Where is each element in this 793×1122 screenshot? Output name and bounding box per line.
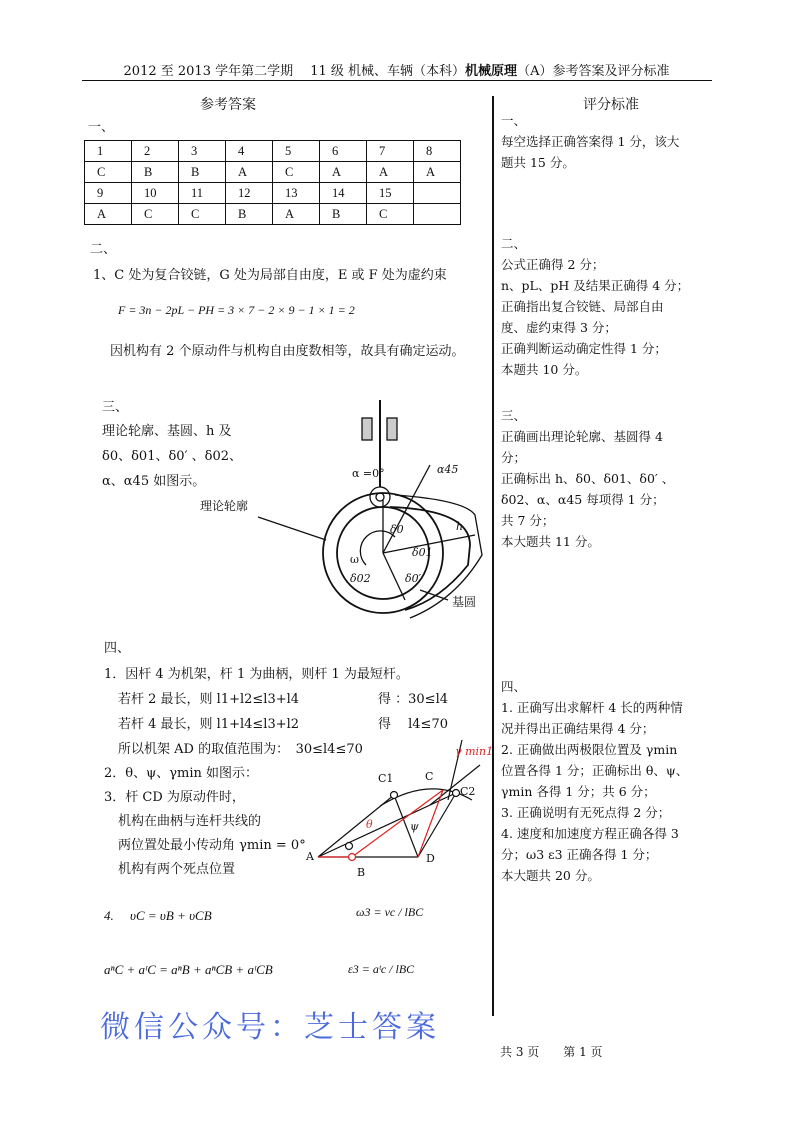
s4-l2a: 若杆 2 最长，则 l1+l2≤l3+l4 bbox=[118, 692, 300, 707]
fig-d02: δ02 bbox=[350, 572, 371, 585]
fig-C2: C2 bbox=[460, 785, 476, 798]
criteria-line: 分； bbox=[501, 450, 527, 465]
table-cell: 6 bbox=[320, 141, 367, 162]
criteria-line: 每空选择正确答案得 1 分，该大 bbox=[501, 134, 680, 149]
table-cell: C bbox=[85, 162, 132, 183]
table-cell: 4 bbox=[226, 141, 273, 162]
s3-heading: 三、 bbox=[102, 400, 129, 415]
page-footer: 共 3 页 第 1 页 bbox=[500, 1045, 603, 1059]
fig-theta: θ bbox=[366, 818, 373, 831]
fig-C1: C1 bbox=[378, 772, 394, 785]
fig-B: B bbox=[357, 866, 366, 879]
table-cell: 8 bbox=[414, 141, 461, 162]
criteria-line: 共 7 分； bbox=[501, 513, 555, 528]
fig-base-label: 基圆 bbox=[452, 595, 477, 609]
answers-title: 参考答案 bbox=[200, 97, 256, 113]
eq-acceleration: aⁿC + aᵗC = aⁿB + aⁿCB + aᵗCB bbox=[104, 962, 273, 977]
table-cell: 12 bbox=[226, 183, 273, 204]
table-cell: 7 bbox=[367, 141, 414, 162]
s3-line1: 理论轮廓、基圆、h 及 bbox=[102, 424, 232, 439]
table-cell: 3 bbox=[179, 141, 226, 162]
criteria-line: 本大题共 11 分。 bbox=[501, 534, 600, 549]
header-suffix: （A）参考答案及评分标准 bbox=[517, 64, 670, 79]
criteria-line: 分；ω3 ε3 正确各得 1 分； bbox=[501, 847, 658, 862]
table-cell: C bbox=[132, 204, 179, 225]
s4-l9: 机构有两个死点位置 bbox=[118, 862, 236, 877]
fig-alpha0: α =0° bbox=[352, 467, 385, 480]
s3-line3: α、α45 如图示。 bbox=[102, 474, 206, 489]
fig-psi: ψ bbox=[410, 820, 419, 833]
fig-omega: ω bbox=[350, 553, 359, 566]
criteria-line: 位置各得 1 分；正确标出 θ、ψ、 bbox=[501, 763, 689, 778]
s2-line1: 1、C 处为复合铰链，G 处为局部自由度，E 或 F 处为虚约束 bbox=[93, 268, 447, 283]
criteria-line: 度、虚约束得 3 分； bbox=[501, 320, 617, 335]
fig-h: h bbox=[456, 520, 464, 533]
criteria-line: 二、 bbox=[501, 236, 527, 251]
eq-epsilon3: ε3 = aᵗc / lBC bbox=[348, 962, 415, 976]
s4-l5: 2．θ、ψ、γmin 如图示： bbox=[104, 766, 259, 781]
table-cell: A bbox=[85, 204, 132, 225]
cam-diagram bbox=[258, 400, 482, 618]
eq-omega3: ω3 = vc / lBC bbox=[356, 905, 424, 919]
table-cell: 9 bbox=[85, 183, 132, 204]
criteria-line: 4. 速度和加速度方程正确各得 3 bbox=[501, 826, 679, 841]
fig-d0: δ0 bbox=[390, 523, 404, 536]
table-cell: B bbox=[132, 162, 179, 183]
table-cell: B bbox=[226, 204, 273, 225]
criteria-line: 题共 15 分。 bbox=[501, 155, 575, 170]
criteria-line: 一、 bbox=[501, 113, 527, 128]
fig-A: A bbox=[306, 850, 314, 863]
fig-d01: δ01 bbox=[412, 546, 433, 559]
table-cell: C bbox=[179, 204, 226, 225]
table-cell: A bbox=[273, 204, 320, 225]
s2-heading: 二、 bbox=[90, 242, 117, 257]
header-text: 2012 至 2013 学年第二学期 11 级 机械、车辆（本科） bbox=[123, 64, 466, 79]
table-cell: C bbox=[367, 204, 414, 225]
table-cell: B bbox=[179, 162, 226, 183]
s4-l3a: 若杆 4 最长，则 l1+l4≤l3+l2 bbox=[118, 717, 300, 732]
eq-velocity: 4. υC = υB + υCB bbox=[104, 908, 212, 923]
table-cell: 15 bbox=[367, 183, 414, 204]
s2-line2: 因机构有 2 个原动件与机构自由度数相等，故具有确定运动。 bbox=[110, 344, 465, 359]
criteria-s2 bbox=[501, 233, 689, 380]
fig-C: C bbox=[425, 770, 434, 783]
table-cell: 10 bbox=[132, 183, 179, 204]
s4-l1: 1．因杆 4 为机架，杆 1 为曲柄，则杆 1 为最短杆。 bbox=[104, 667, 409, 682]
criteria-s4 bbox=[501, 676, 688, 886]
s4-l8: 两位置处最小传动角 γmin = 0° bbox=[118, 838, 306, 853]
criteria-line: 本题共 10 分。 bbox=[501, 362, 588, 377]
criteria-line: 公式正确得 2 分； bbox=[501, 257, 605, 272]
fig-profile-label: 理论轮廓 bbox=[200, 499, 249, 513]
s2-formula: F = 3n − 2pL − PH = 3 × 7 − 2 × 9 − 1 × 1 = 2 bbox=[118, 303, 355, 317]
criteria-title: 评分标准 bbox=[583, 97, 639, 113]
criteria-line: 正确指出复合铰链、局部自由 bbox=[501, 299, 664, 314]
s4-l3b: 得 l4≤70 bbox=[378, 717, 448, 732]
criteria-line: 况并得出正确结果得 4 分； bbox=[501, 721, 655, 736]
s3-line2: δ0、δ01、δ0′ 、δ02、 bbox=[102, 449, 243, 464]
table-cell: 2 bbox=[132, 141, 179, 162]
criteria-line: 正确画出理论轮廓、基圆得 4 bbox=[501, 429, 663, 444]
fig-alpha45: α45 bbox=[437, 463, 459, 476]
criteria-line: 本大题共 20 分。 bbox=[501, 868, 600, 883]
linkage-diagram bbox=[318, 740, 480, 861]
watermark: 微信公众号：芝士答案 bbox=[100, 1010, 440, 1045]
criteria-line: 1. 正确写出求解杆 4 长的两种情 bbox=[501, 700, 683, 715]
table-cell: C bbox=[273, 162, 320, 183]
criteria-line: 正确判断运动确定性得 1 分； bbox=[501, 341, 667, 356]
criteria-line: 三、 bbox=[501, 408, 527, 423]
table-cell: A bbox=[414, 162, 461, 183]
table-cell: 13 bbox=[273, 183, 320, 204]
fig-D: D bbox=[426, 852, 435, 865]
s4-heading: 四、 bbox=[104, 641, 131, 656]
fig-d0p: δ0′ bbox=[405, 572, 422, 585]
table-cell: B bbox=[320, 204, 367, 225]
s1-heading: 一、 bbox=[88, 120, 115, 135]
table-cell: A bbox=[367, 162, 414, 183]
s4-l2b: 得 ：30≤l4 bbox=[378, 692, 448, 707]
s4-l4: 所以机架 AD 的取值范围为： 30≤l4≤70 bbox=[118, 742, 363, 757]
table-cell: A bbox=[320, 162, 367, 183]
table-cell: 14 bbox=[320, 183, 367, 204]
s4-l7: 机构在曲柄与连杆共线的 bbox=[118, 814, 262, 829]
table-cell: A bbox=[226, 162, 273, 183]
table-cell: 5 bbox=[273, 141, 320, 162]
criteria-line: 正确标出 h、δ0、δ01、δ0′ 、 bbox=[501, 471, 675, 486]
header-course: 机械原理 bbox=[465, 64, 518, 79]
fig-gamma: γ min1 bbox=[455, 745, 494, 758]
criteria-line: 2. 正确做出两极限位置及 γmin bbox=[501, 742, 678, 757]
table-cell: 1 bbox=[85, 141, 132, 162]
s4-l6: 3．杆 CD 为原动件时， bbox=[104, 790, 245, 805]
criteria-line: n、pL、pH 及结果正确得 4 分； bbox=[501, 278, 690, 293]
criteria-line: δ02、α、α45 每项得 1 分； bbox=[501, 492, 665, 507]
criteria-s1 bbox=[501, 110, 679, 173]
criteria-line: 四、 bbox=[501, 679, 527, 694]
criteria-line: γmin 各得 1 分；共 6 分； bbox=[501, 784, 656, 799]
criteria-s3 bbox=[501, 405, 674, 552]
table-cell: 11 bbox=[179, 183, 226, 204]
criteria-line: 3. 正确说明有无死点得 2 分； bbox=[501, 805, 671, 820]
